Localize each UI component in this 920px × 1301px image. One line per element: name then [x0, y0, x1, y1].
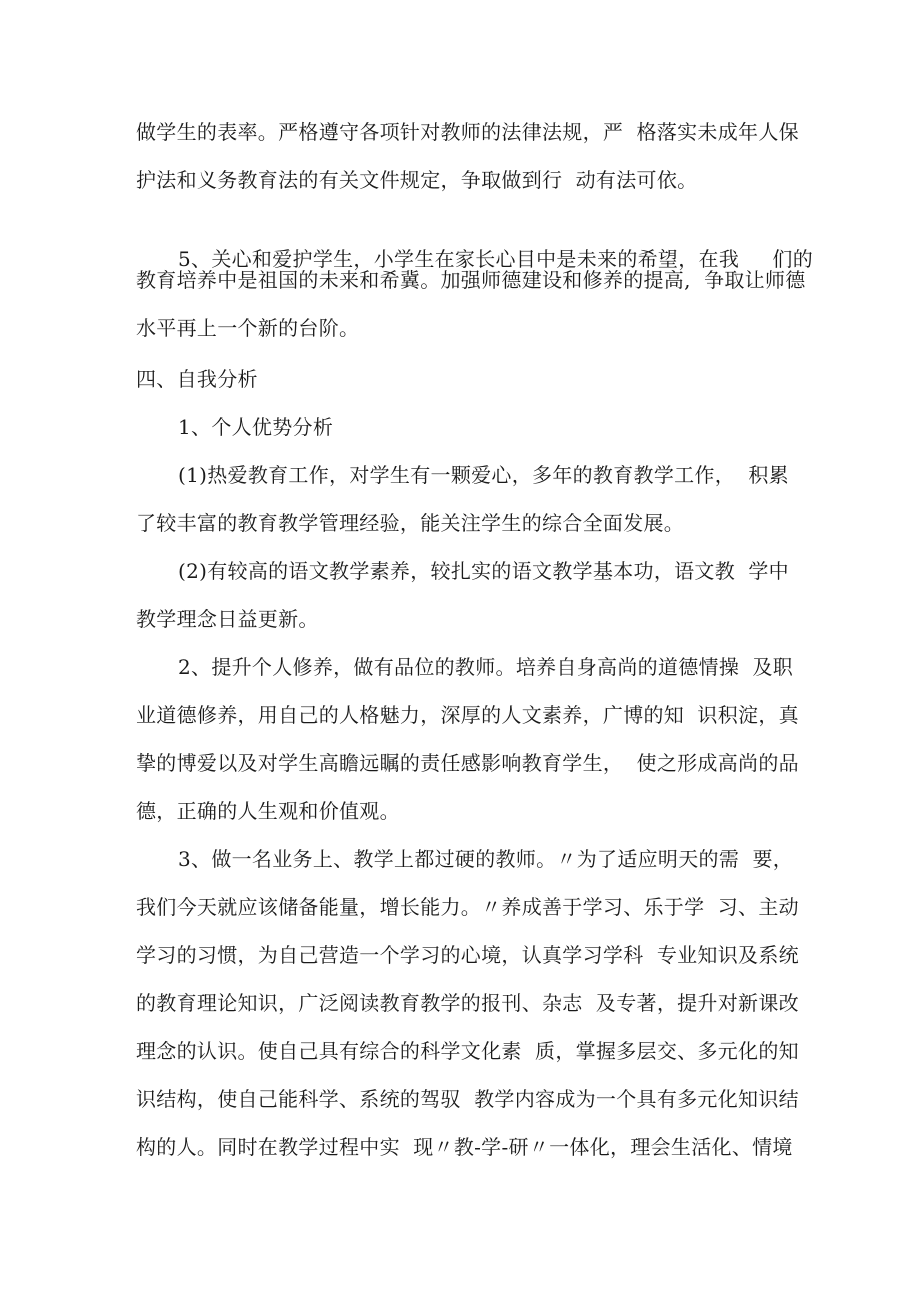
- subheading-personal-strengths: 1、个人优势分析: [178, 415, 334, 439]
- text-line: 我们今天就应该储备能量，增长能力。〃养成善于学习、乐于学 习、主动: [136, 895, 799, 919]
- text-line: 挚的博爱以及对学生高瞻远瞩的责任感影响教育学生， 使之形成高尚的品: [136, 751, 799, 775]
- text-line: 的教育理论知识，广泛阅读教育教学的报刊、杂志 及专著，提升对新课改: [136, 991, 799, 1015]
- paragraph-5-start: 5、关心和爱护学生，小学生在家长心目中是未来的希望，在我 们的: [178, 247, 814, 271]
- text-line: 水平再上一个新的台阶。: [136, 316, 360, 340]
- text-line: 识结构，使自己能科学、系统的驾驭 教学内容成为一个具有多元化知识结: [136, 1087, 799, 1111]
- text-line: 教育培养中是祖国的未来和希冀。加强师德建设和修养的提高, 争取让师德: [136, 268, 806, 292]
- text-line: 学习的习惯，为自己营造一个学习的心境，认真学习学科 专业知识及系统: [136, 943, 799, 967]
- section-heading-self-analysis: 四、自我分析: [136, 367, 258, 391]
- paragraph-3-start: 3、做一名业务上、教学上都过硬的教师。〃为了适应明天的需 要，: [178, 847, 794, 871]
- item-2-start: (2)有较高的语文教学素养，较扎实的语文教学基本功，语文教 学中: [178, 559, 789, 583]
- text-line: 做学生的表率。严格遵守各项针对教师的法律法规，严 格落实未成年人保: [136, 120, 799, 144]
- text-line: 德，正确的人生观和价值观。: [136, 799, 400, 823]
- text-line: 教学理念日益更新。: [136, 607, 319, 631]
- text-line: 理念的认识。使自己具有综合的科学文化素 质，掌握多层交、多元化的知: [136, 1039, 799, 1063]
- text-line: 了较丰富的教育教学管理经验，能关注学生的综合全面发展。: [136, 511, 685, 535]
- item-1-start: (1)热爱教育工作，对学生有一颗爱心，多年的教育教学工作， 积累: [178, 463, 789, 487]
- paragraph-2-start: 2、提升个人修养，做有品位的教师。培养自身高尚的道德情操 及职: [178, 655, 794, 679]
- text-line: 构的人。同时在教学过程中实 现〃教-学-研〃一体化，理会生活化、情境: [136, 1135, 793, 1159]
- text-line: 护法和义务教育法的有关文件规定，争取做到行 动有法可依。: [136, 168, 698, 192]
- text-line: 业道德修养，用自己的人格魅力，深厚的人文素养，广博的知 识积淀，真: [136, 703, 799, 727]
